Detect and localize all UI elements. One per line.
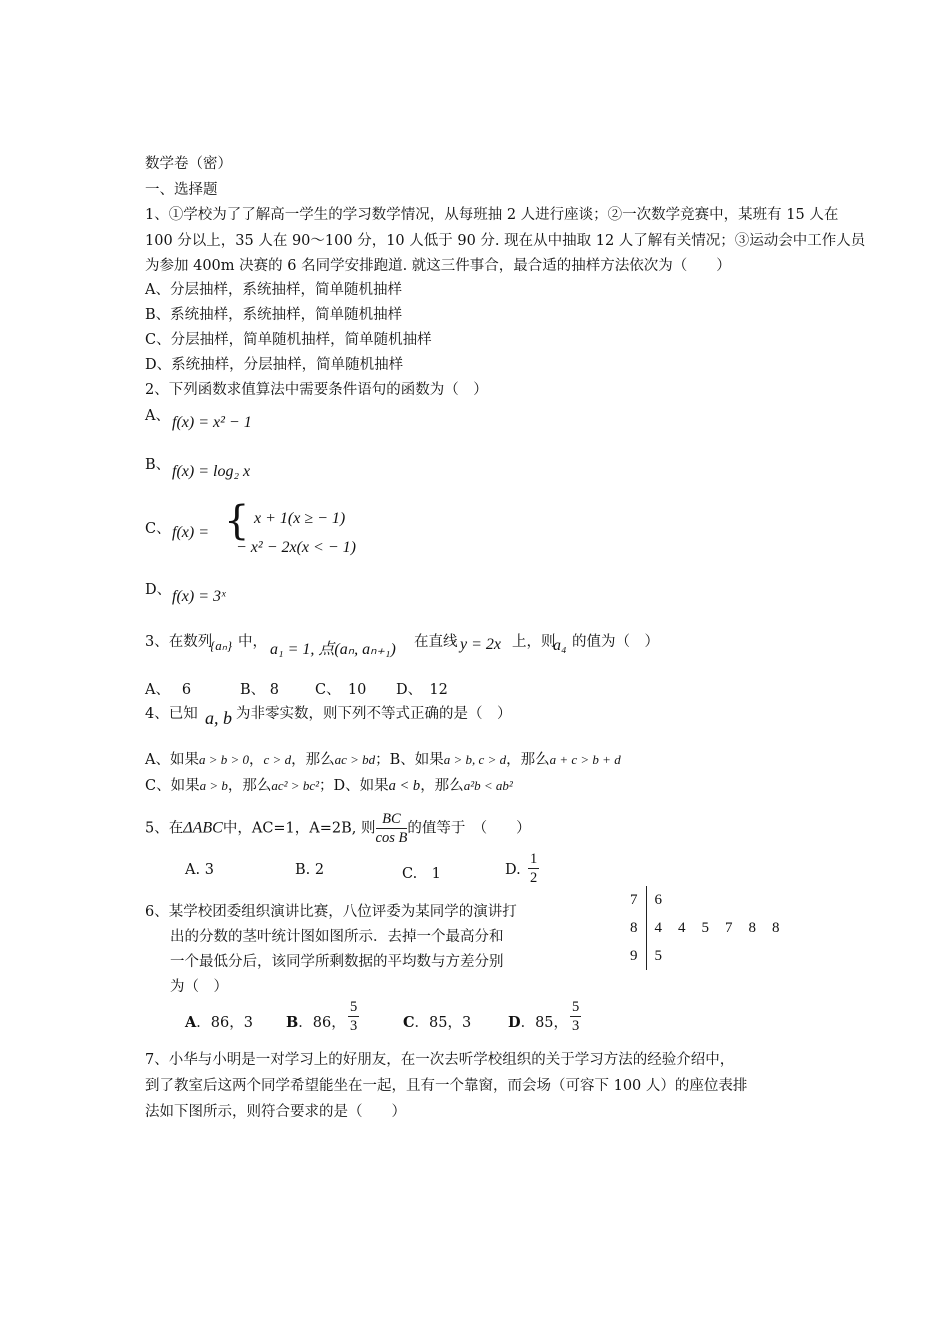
q5-fraction	[376, 810, 408, 847]
q6-b-fraction: $\frac{5}{3}$	[350, 999, 358, 1034]
q4-text: ，	[249, 752, 264, 768]
q4-text: 4、已知	[145, 706, 198, 722]
q5-option: C. 1	[402, 866, 441, 882]
q4-math: a + c > b + d	[549, 752, 621, 767]
q6-line: 为（ ）	[170, 979, 228, 995]
q4-line-1	[145, 748, 621, 769]
q1-line: 为参加 400m 决赛的 6 名同学安排跑道. 就这三件事合，最合适的抽样方法依次为（ ）	[145, 258, 731, 274]
q7-line: 7、小华与小明是一对学习上的好朋友，在一次去听学校组织的关于学习方法的经验介绍中，	[145, 1052, 735, 1068]
stem-row	[622, 886, 788, 914]
q3-text: 上，则	[512, 634, 556, 650]
leaf: 8	[748, 919, 756, 936]
q3-text: 在直线	[414, 634, 458, 650]
leaf: 7	[725, 919, 733, 936]
stem: 8	[622, 914, 646, 942]
leaf: 4	[678, 919, 686, 936]
stem: 9	[622, 942, 646, 970]
q4-text: ；D、如果	[319, 778, 389, 794]
q2-label-b: B、	[145, 457, 171, 473]
q5-text: 中，AC=1，A=2B, 则	[222, 820, 376, 837]
q1-option: B、系统抽样，系统抽样，简单随机抽样	[145, 307, 403, 323]
q4-line-2	[145, 774, 513, 795]
q1-line: 100 分以上，35 人在 90～100 分，10 人低于 90 分. 现在从中抽取 12 人了解有关情况；③运动会中工作人员	[145, 233, 866, 249]
q5-num: BC	[376, 810, 408, 829]
q3-cond: a₁ = 1, 点(aₙ, aₙ₊₁)	[270, 641, 396, 658]
q3-option: D、 12	[396, 682, 448, 698]
leaf: 6	[654, 891, 662, 908]
q5-d-fraction	[528, 850, 539, 887]
q6-line: 6、某学校团委组织演讲比赛，八位评委为某同学的演讲打	[145, 904, 517, 920]
q6-line: 一个最低分后，该同学所剩数据的平均数与方差分别	[170, 954, 504, 970]
q6-option: C．85，3	[403, 1014, 472, 1031]
stem-leaf-plot	[622, 886, 788, 970]
q6-option: D．85，	[508, 1014, 569, 1031]
q1-line: 1、①学校为了了解高一学生的学习数学情况，从每班抽 2 人进行座谈；②一次数学竞赛中，某班有 15 人在	[145, 207, 839, 223]
q5-text: 的值等于 （ ）	[407, 820, 531, 837]
leaf: 5	[701, 919, 709, 936]
q4-text: ，那么	[227, 778, 272, 794]
q4-ab: a, b	[205, 708, 232, 728]
q3-text: 的值为（ ）	[572, 634, 659, 650]
q2-case-2: − x² − 2x(x < − 1)	[236, 539, 356, 556]
leaf: 4	[654, 919, 662, 936]
q2-label-d: D、	[145, 582, 172, 598]
q3-line: y = 2x	[460, 636, 501, 653]
q2-formula-b: f(x) = log₂ x	[172, 463, 251, 480]
q5-line	[145, 810, 531, 847]
q5-d-den: 2	[530, 870, 538, 886]
q5-den: cos B	[375, 830, 408, 846]
q2-formula-c-prefix: f(x) =	[172, 524, 209, 541]
q4-text: ；B、如果	[375, 752, 444, 768]
stem: 7	[622, 886, 646, 914]
q6-option: B．86，	[286, 1014, 346, 1031]
q4-math: ac² > bc²	[271, 778, 319, 793]
q4-math: a²b < ab²	[463, 778, 513, 793]
q7-line: 法如下图所示，则符合要求的是（ ）	[145, 1104, 406, 1120]
q4-math: a < b	[388, 778, 421, 794]
q6-option: A．86，3	[185, 1014, 253, 1031]
q4-math: ac > bd	[334, 752, 376, 767]
q6-line: 出的分数的茎叶统计图如图所示．去掉一个最高分和	[170, 929, 504, 945]
q4-text: ，那么	[420, 778, 464, 794]
q4-math: a > b, c > d	[443, 752, 507, 767]
q4-text: ，那么	[291, 752, 335, 768]
q7-line: 到了教室后这两个同学希望能坐在一起，且有一个靠窗，而会场（可容下 100 人）的座位表排	[145, 1078, 748, 1094]
q2-formula-a: f(x) = x² − 1	[172, 414, 252, 431]
q3-a4: a₄	[553, 637, 567, 654]
q2-stem: 2、下列函数求值算法中需要条件语句的函数为（ ）	[145, 382, 488, 398]
q3-option: C、 10	[315, 682, 367, 698]
q4-text: C、如果	[145, 778, 200, 794]
q3-text: 中，	[238, 634, 267, 650]
q2-label-a: A、	[145, 408, 170, 424]
left-brace: {	[224, 498, 250, 544]
q5-option: D.	[505, 862, 521, 878]
q5-option: A. 3	[185, 862, 214, 878]
q3-text: 3、在数列	[145, 634, 213, 650]
q5-d-num: 1	[530, 851, 538, 867]
stem-row	[622, 942, 788, 970]
q4-text: ，那么	[506, 752, 550, 768]
q4-text: A、如果	[145, 752, 199, 768]
q1-option: C、分层抽样，简单随机抽样，简单随机抽样	[145, 332, 432, 348]
q3-option: B、 8	[240, 682, 279, 698]
q1-option: D、系统抽样，分层抽样，简单随机抽样	[145, 357, 404, 373]
q1-option: A、分层抽样，系统抽样，简单随机抽样	[145, 282, 402, 298]
stem-row	[622, 914, 788, 942]
q2-label-c: C、	[145, 521, 171, 537]
leaf: 8	[772, 919, 780, 936]
q3-seq: {aₙ}	[210, 638, 233, 653]
q4-math: c > d	[263, 752, 292, 767]
q4-text: 为非零实数，则下列不等式正确的是（ ）	[236, 706, 512, 722]
q5-option: B. 2	[295, 862, 325, 878]
section-heading: 一、选择题	[145, 182, 218, 198]
q4-math: a > b	[199, 778, 228, 793]
q4-math: a > b > 0	[198, 752, 250, 767]
q2-formula-d: f(x) = 3ˣ	[172, 588, 226, 605]
q5-text: 5、在	[145, 820, 184, 837]
q5-triangle: ΔABC	[183, 819, 223, 837]
q2-case-1: x + 1(x ≥ − 1)	[254, 510, 346, 527]
page-title: 数学卷（密）	[145, 156, 232, 172]
q6-d-fraction: $\frac{5}{3}$	[572, 999, 580, 1034]
q3-option: A、 6	[145, 682, 192, 698]
leaf: 5	[654, 947, 662, 964]
